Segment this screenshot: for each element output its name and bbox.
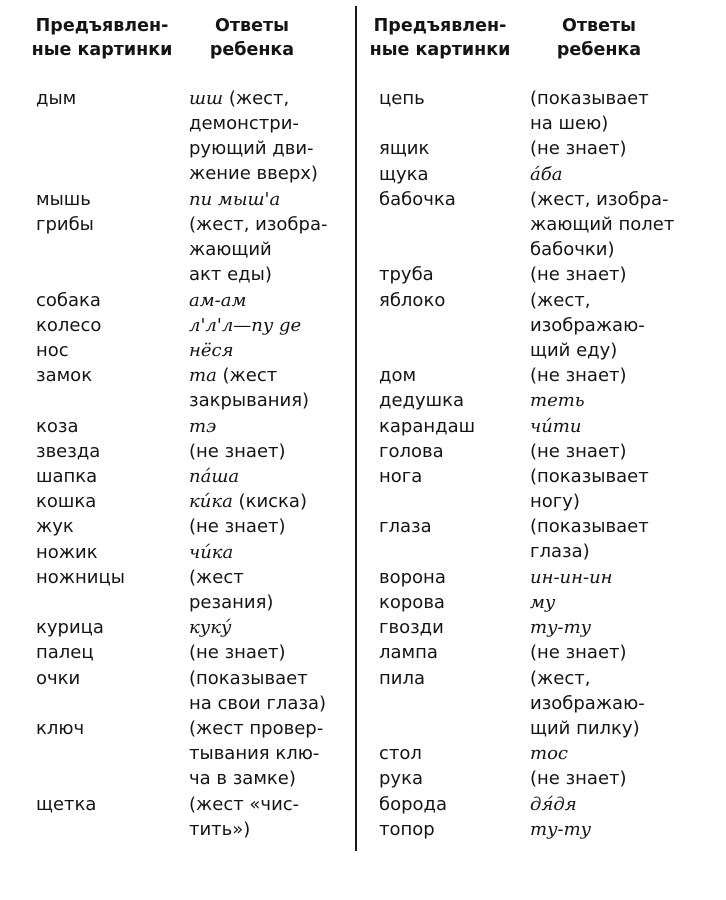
left-word-1: мышь	[36, 188, 91, 210]
left-word-10: кошка	[36, 491, 97, 513]
answer-line	[189, 640, 286, 665]
answer-note: (не знает)	[189, 516, 286, 538]
right-word-10: нога	[379, 466, 423, 487]
answer-note: ча в замке)	[189, 768, 296, 789]
answer-line	[189, 439, 286, 464]
answer-line	[530, 792, 577, 817]
answer-line	[530, 514, 649, 539]
answer-line	[530, 439, 627, 464]
answer-line	[189, 86, 318, 111]
right-word-3: бабочка	[379, 188, 456, 210]
left-answer-12	[189, 540, 233, 565]
answer-note: (не знает)	[189, 440, 286, 462]
right-word-19: борода	[379, 793, 448, 815]
answer-line	[530, 565, 613, 590]
answer-note: (показывает	[530, 466, 649, 487]
right-word-17: стол	[379, 743, 422, 765]
answer-note: изображаю-	[530, 692, 645, 714]
left-answer-5	[189, 338, 234, 363]
left-answer-18	[189, 792, 299, 842]
left-answer-13	[189, 565, 273, 615]
answer-child-speech: му	[530, 592, 556, 613]
answer-note: (жест,	[223, 88, 290, 109]
answer-note: щий еду)	[530, 339, 618, 361]
answer-line	[189, 338, 234, 363]
right-word-2: щука	[379, 163, 429, 185]
answer-line	[530, 741, 568, 766]
right-word-9: голова	[379, 440, 444, 462]
answer-child-speech: теть	[530, 390, 585, 412]
answer-line	[189, 363, 309, 388]
answer-note: (не знает)	[189, 642, 286, 664]
answer-note: тить»)	[189, 818, 251, 840]
answer-line	[530, 414, 581, 439]
answer-note: тывания клю-	[189, 743, 320, 764]
left-answer-9	[189, 464, 239, 489]
left-word-12: ножик	[36, 541, 98, 563]
right-word-16: пила	[379, 667, 426, 689]
answer-line	[530, 212, 674, 237]
column-divider	[355, 6, 357, 851]
answer-child-speech: нёся	[189, 340, 234, 361]
answer-note: (не знает)	[530, 642, 627, 664]
answer-child-speech: а́ба	[530, 163, 563, 185]
answer-line	[530, 691, 645, 716]
left-word-14: курица	[36, 617, 104, 639]
answer-note: жающий полет	[530, 213, 675, 235]
right-word-13: корова	[379, 592, 445, 613]
answer-child-speech: чи́ка	[189, 541, 234, 563]
header-right-pictures: Предъявлен- ные картинки	[369, 16, 511, 60]
answer-line	[189, 262, 327, 287]
answer-line	[189, 414, 216, 439]
answer-line	[530, 237, 674, 262]
answer-child-speech: дя́дя	[530, 793, 577, 815]
answer-line	[189, 716, 323, 741]
right-answer-3	[530, 187, 674, 262]
answer-child-speech: па́ша	[189, 466, 240, 487]
answer-line	[189, 540, 233, 565]
answer-line	[189, 313, 301, 338]
answer-line	[530, 464, 649, 489]
right-answer-6	[530, 363, 627, 388]
answer-note: демонстри-	[189, 113, 299, 134]
answer-note: жающий	[189, 239, 272, 260]
right-answer-13	[530, 590, 555, 615]
right-answer-5	[530, 288, 645, 363]
left-word-18: щетка	[36, 793, 97, 815]
answer-child-speech: ки́ка	[189, 491, 233, 513]
answer-line	[189, 237, 327, 262]
answer-note: (не знает)	[530, 768, 627, 790]
answer-line	[189, 187, 280, 212]
answer-line	[189, 691, 326, 716]
answer-line	[530, 817, 591, 842]
answer-note: (жест, изобра-	[189, 214, 328, 235]
answer-line	[530, 766, 627, 791]
answer-line	[530, 86, 649, 111]
answer-note: бабочки)	[530, 238, 615, 260]
answer-line	[189, 741, 323, 766]
answer-line	[530, 338, 645, 363]
answer-line	[530, 590, 555, 615]
answer-line	[530, 666, 645, 691]
answer-line	[189, 615, 231, 640]
header-left-answers: Ответы ребенка	[209, 16, 295, 60]
left-answer-0	[189, 86, 318, 186]
left-word-17: ключ	[36, 718, 85, 739]
answer-child-speech: чи́ти	[530, 415, 582, 437]
right-word-6: дом	[379, 365, 417, 387]
answer-line	[530, 363, 627, 388]
answer-child-speech: ин-ин-ин	[530, 566, 613, 588]
answer-line	[189, 489, 307, 514]
right-answer-9	[530, 439, 627, 464]
right-word-8: карандаш	[379, 415, 476, 437]
right-answer-4	[530, 262, 627, 287]
answer-line	[530, 489, 649, 514]
right-word-0: цепь	[379, 88, 425, 109]
answer-child-speech: ам-ам	[189, 289, 247, 311]
left-word-3: собака	[36, 289, 101, 311]
left-answer-8	[189, 439, 286, 464]
right-answer-19	[530, 792, 577, 817]
answer-note: глаза)	[530, 541, 590, 563]
answer-note: (жест	[216, 365, 278, 387]
answer-child-speech: шш	[189, 88, 224, 109]
left-answer-17	[189, 716, 323, 791]
answer-note: ногу)	[530, 491, 580, 512]
answer-line	[530, 136, 627, 161]
left-answer-16	[189, 666, 326, 716]
answer-note: (жест,	[530, 667, 591, 689]
right-answer-10	[530, 464, 649, 514]
answer-note: (показывает	[189, 667, 308, 689]
answer-line	[530, 716, 645, 741]
answer-note: резания)	[189, 591, 274, 613]
left-answer-4	[189, 313, 301, 338]
answer-note: закрывания)	[189, 390, 310, 412]
answer-line	[530, 640, 627, 665]
answer-line	[189, 161, 318, 186]
answer-note: акт еды)	[189, 264, 272, 285]
answer-line	[189, 817, 299, 842]
answer-line	[189, 464, 239, 489]
left-answer-3	[189, 288, 246, 313]
answer-note: (не знает)	[530, 264, 627, 286]
answer-note: (жест провер-	[189, 718, 324, 739]
left-word-8: звезда	[36, 440, 101, 462]
answer-line	[189, 766, 323, 791]
left-word-9: шапка	[36, 466, 98, 487]
answer-child-speech: пи мыш'а	[189, 188, 281, 210]
answer-line	[189, 111, 318, 136]
answer-note: на свои глаза)	[189, 692, 327, 714]
left-word-16: очки	[36, 667, 81, 689]
right-answer-20	[530, 817, 591, 842]
right-word-1: ящик	[379, 138, 430, 160]
left-word-15: палец	[36, 642, 94, 664]
right-answer-7	[530, 388, 585, 413]
left-answer-6	[189, 363, 309, 413]
left-answer-10	[189, 489, 307, 514]
answer-child-speech: тэ	[189, 415, 217, 437]
answer-child-speech: ту-ту	[530, 617, 592, 639]
answer-child-speech: куку́	[189, 617, 232, 639]
answer-note: (не знает)	[530, 440, 627, 462]
left-word-4: колесо	[36, 314, 102, 336]
answer-line	[530, 388, 585, 413]
answer-line	[189, 565, 273, 590]
answer-note: щий пилку)	[530, 717, 640, 739]
answer-child-speech: ту-ту	[530, 818, 592, 840]
right-answer-11	[530, 514, 649, 564]
answer-note: на шею)	[530, 113, 609, 134]
right-word-15: лампа	[379, 642, 438, 664]
answer-note: (жест «чис-	[189, 793, 300, 815]
left-word-5: нос	[36, 340, 69, 361]
answer-note: изображаю-	[530, 314, 645, 336]
answer-note: (жест, изобра-	[530, 188, 669, 210]
answer-line	[189, 288, 246, 313]
left-answer-2	[189, 212, 327, 287]
answer-note: жение вверх)	[189, 163, 318, 184]
answer-line	[530, 111, 649, 136]
answer-line	[530, 162, 562, 187]
answer-note: (не знает)	[530, 365, 627, 387]
answer-note: (жест,	[530, 289, 591, 311]
right-answer-12	[530, 565, 613, 590]
right-word-11: глаза	[379, 516, 432, 538]
right-answer-1	[530, 136, 627, 161]
right-word-7: дедушка	[379, 390, 464, 412]
right-answer-2	[530, 162, 562, 187]
answer-note: (показывает	[530, 516, 649, 538]
answer-line	[189, 666, 326, 691]
answer-line	[530, 313, 645, 338]
left-answer-15	[189, 640, 286, 665]
right-word-4: труба	[379, 264, 434, 286]
answer-line	[189, 590, 273, 615]
answer-line	[189, 514, 286, 539]
right-word-14: гвозди	[379, 617, 444, 639]
answer-line	[189, 136, 318, 161]
left-word-6: замок	[36, 365, 93, 387]
right-answer-16	[530, 666, 645, 741]
answer-note: (киска)	[232, 491, 307, 513]
left-answer-14	[189, 615, 231, 640]
right-word-5: яблоко	[379, 289, 446, 311]
right-word-20: топор	[379, 818, 435, 840]
answer-child-speech: тос	[530, 743, 568, 765]
right-answer-17	[530, 741, 568, 766]
answer-note: (не знает)	[530, 138, 627, 160]
right-answer-15	[530, 640, 627, 665]
header-left-pictures: Предъявлен- ные картинки	[31, 16, 173, 60]
left-answer-1	[189, 187, 280, 212]
right-word-12: ворона	[379, 566, 446, 588]
answer-line	[530, 262, 627, 287]
answer-note: (жест	[189, 566, 244, 588]
answer-line	[189, 388, 309, 413]
left-word-0: дым	[36, 88, 77, 109]
answer-child-speech: л'л'л—пу ge	[189, 314, 302, 336]
right-answer-0	[530, 86, 649, 136]
header-right-answers: Ответы ребенка	[556, 16, 642, 60]
answer-line	[189, 792, 299, 817]
left-word-11: жук	[36, 516, 74, 538]
answer-child-speech: та	[189, 365, 217, 387]
answer-line	[530, 615, 591, 640]
answer-line	[189, 212, 327, 237]
left-answer-11	[189, 514, 286, 539]
left-word-2: грибы	[36, 214, 94, 235]
right-answer-14	[530, 615, 591, 640]
right-answer-18	[530, 766, 627, 791]
right-answer-8	[530, 414, 581, 439]
left-word-7: коза	[36, 415, 79, 437]
answer-line	[530, 539, 649, 564]
answer-line	[530, 288, 645, 313]
answer-note: рующий дви-	[189, 138, 314, 159]
answer-note: (показывает	[530, 88, 649, 109]
left-word-13: ножницы	[36, 566, 125, 588]
right-word-18: рука	[379, 768, 423, 790]
left-answer-7	[189, 414, 216, 439]
answer-line	[530, 187, 674, 212]
